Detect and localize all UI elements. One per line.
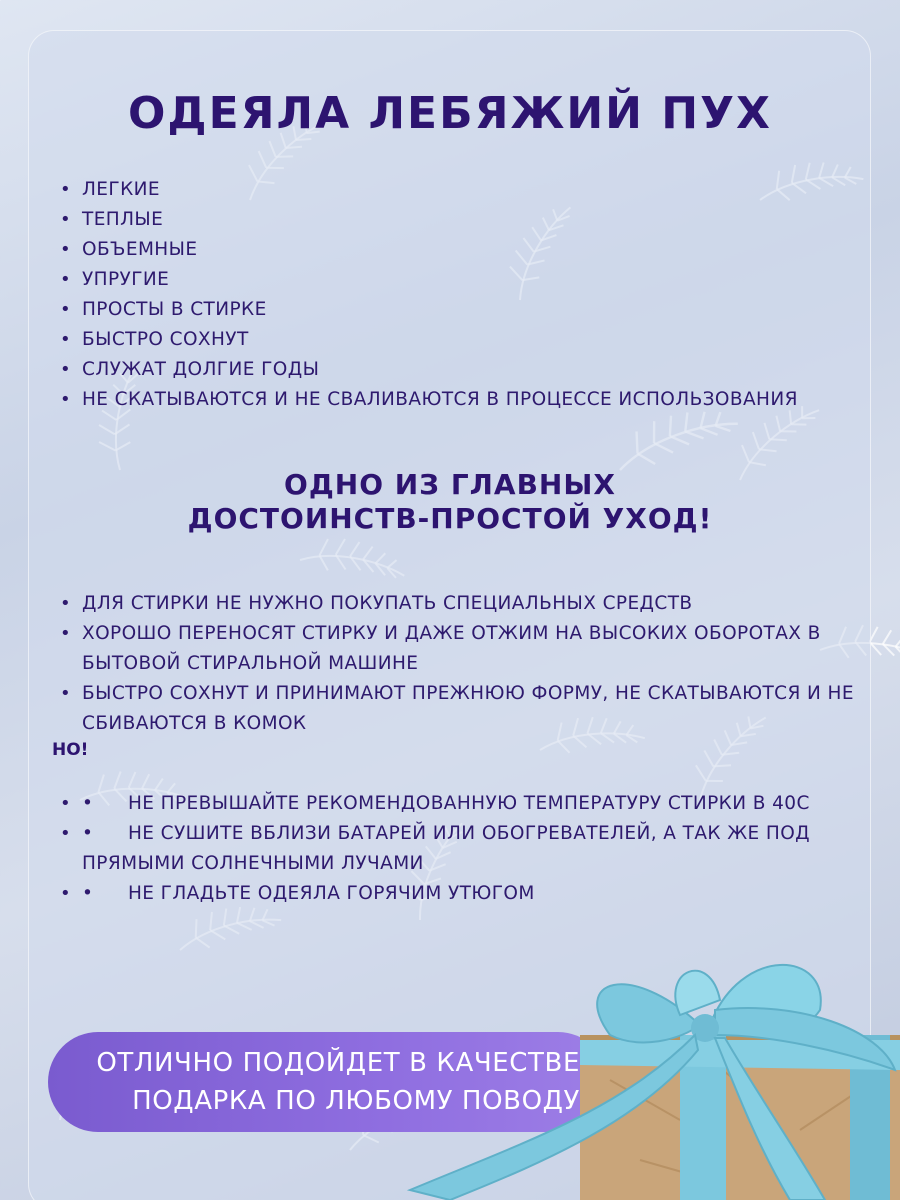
warning-text: НЕ ГЛАДЬТЕ ОДЕЯЛА ГОРЯЧИМ УТЮГОМ xyxy=(128,883,535,904)
list-item: • БЫСТРО СОХНУТ И ПРИНИМАЮТ ПРЕЖНЮЮ ФОРМУ, НЕ СКАТЫВАЮТСЯ И НЕ СБИВАЮТСЯ В КОМОК xyxy=(60,679,860,739)
list-item xyxy=(60,879,850,909)
warnings-list xyxy=(60,789,850,909)
list-item: • ПРОСТЫ В СТИРКЕ xyxy=(60,295,880,325)
list-item xyxy=(60,819,850,879)
bullet-icon: • xyxy=(82,883,94,904)
list-item xyxy=(60,789,850,819)
list-item: • НЕ СКАТЫВАЮТСЯ И НЕ СВАЛИВАЮТСЯ В ПРОЦЕССЕ ИСПОЛЬЗОВАНИЯ xyxy=(60,385,880,415)
warning-text: НЕ ПРЕВЫШАЙТЕ РЕКОМЕНДОВАННУЮ ТЕМПЕРАТУРУ СТИРКИ В 40С xyxy=(128,793,810,814)
list-item: • ОБЪЕМНЫЕ xyxy=(60,235,880,265)
list-item: • УПРУГИЕ xyxy=(60,265,880,295)
features-list xyxy=(60,175,880,415)
section-subtitle xyxy=(0,468,900,536)
gift-box-icon xyxy=(380,940,900,1200)
warning-label: НО! xyxy=(52,740,89,760)
list-item: • ХОРОШО ПЕРЕНОСЯТ СТИРКУ И ДАЖЕ ОТЖИМ НА ВЫСОКИХ ОБОРОТАХ В БЫТОВОЙ СТИРАЛЬНОЙ МАШИНЕ xyxy=(60,619,860,679)
subtitle-line: ДОСТОИНСТВ-ПРОСТОЙ УХОД! xyxy=(187,502,713,535)
bullet-icon: • xyxy=(82,823,94,844)
care-list xyxy=(60,589,860,739)
list-item: • ТЕПЛЫЕ xyxy=(60,205,880,235)
list-item: • ДЛЯ СТИРКИ НЕ НУЖНО ПОКУПАТЬ СПЕЦИАЛЬНЫХ СРЕДСТВ xyxy=(60,589,860,619)
list-item: • БЫСТРО СОХНУТ xyxy=(60,325,880,355)
cta-line: ПОДАРКА ПО ЛЮБОМУ ПОВОДУ xyxy=(132,1086,580,1116)
warning-text: НЕ СУШИТЕ ВБЛИЗИ БАТАРЕЙ ИЛИ ОБОГРЕВАТЕЛЕЙ, А ТАК ЖЕ ПОД ПРЯМЫМИ СОЛНЕЧНЫМИ ЛУЧАМИ xyxy=(82,823,811,874)
subtitle-line: ОДНО ИЗ ГЛАВНЫХ xyxy=(284,468,616,501)
page-title: ОДЕЯЛА ЛЕБЯЖИЙ ПУХ xyxy=(128,88,772,139)
bullet-icon: • xyxy=(82,793,94,814)
cta-line: ОТЛИЧНО ПОДОЙДЕТ В КАЧЕСТВЕ xyxy=(96,1048,580,1078)
list-item: • СЛУЖАТ ДОЛГИЕ ГОДЫ xyxy=(60,355,880,385)
list-item: • ЛЕГКИЕ xyxy=(60,175,880,205)
